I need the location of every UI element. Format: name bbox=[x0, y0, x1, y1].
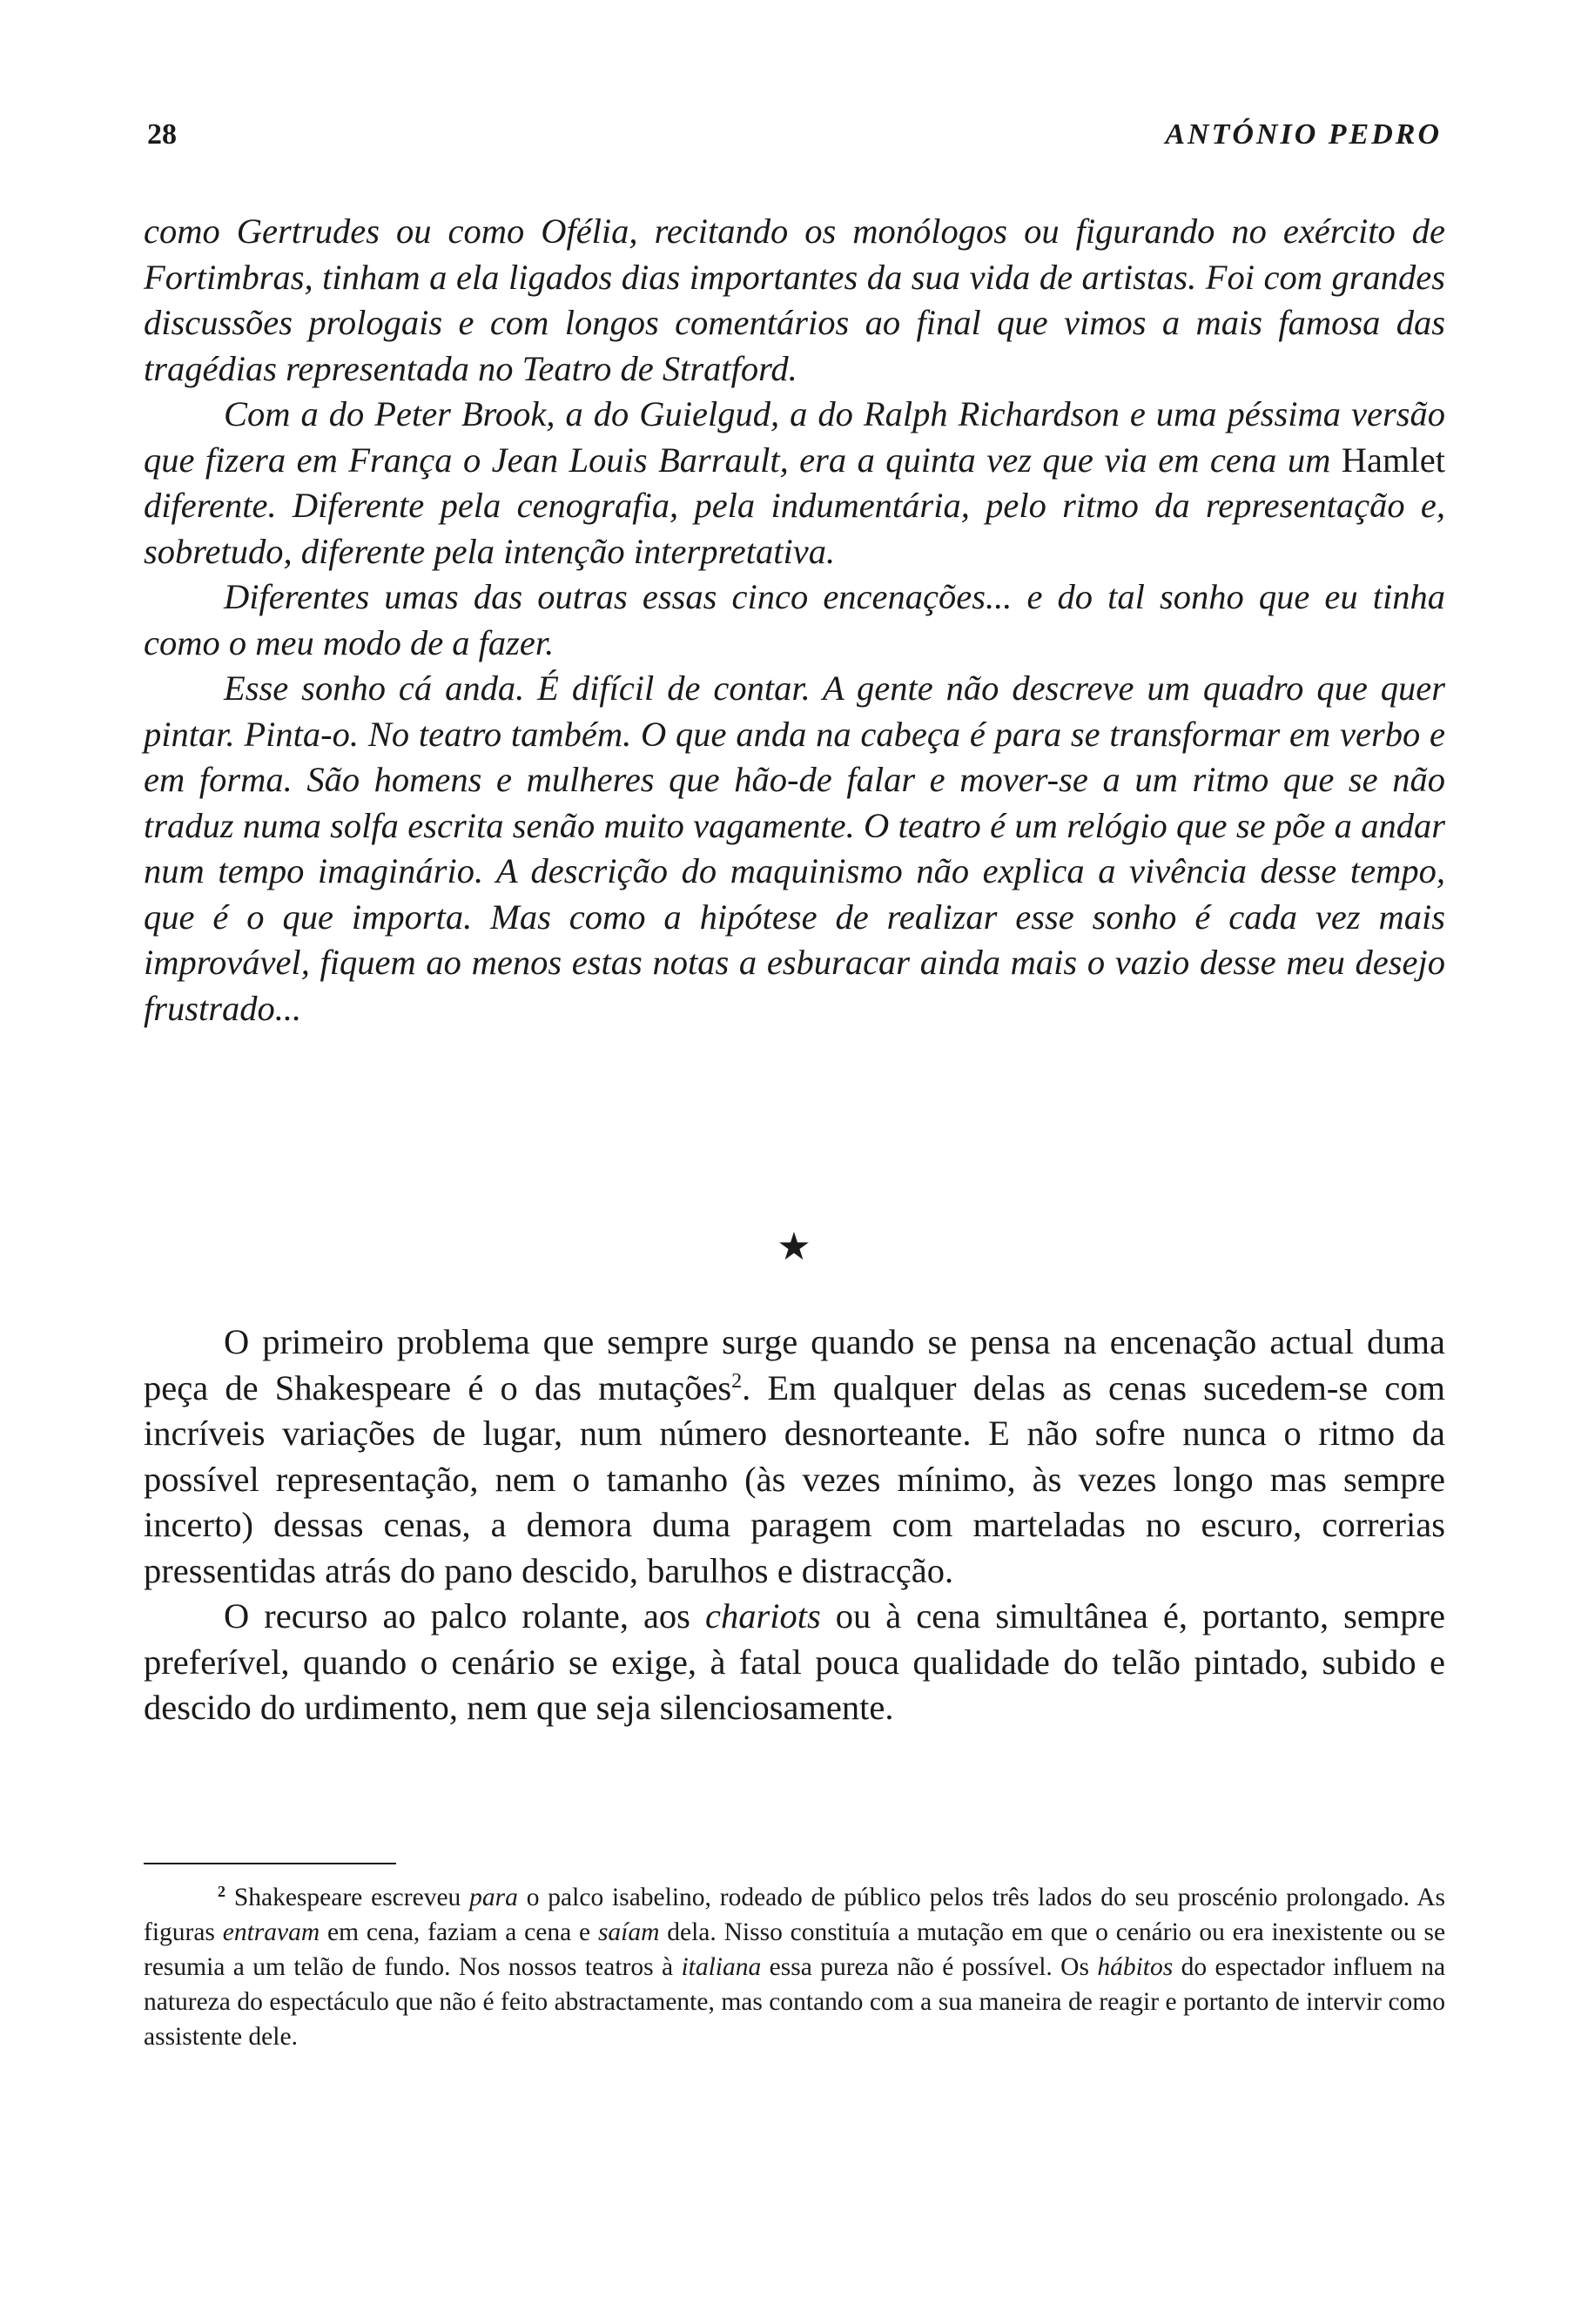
text-run: o palco isabelino, rodeado de público pelos três lados do seu proscénio prolongado. As figuras bbox=[144, 1884, 1446, 1946]
emphasis: chariots bbox=[704, 1596, 821, 1636]
footnote bbox=[144, 1880, 1445, 2054]
play-title-hamlet: Hamlet bbox=[1341, 440, 1446, 480]
paragraph: Diferentes umas das outras essas cinco encenações... e do tal sonho que eu tinha como o meu modo de a fazer. bbox=[144, 577, 1445, 662]
running-title: ANTÓNIO PEDRO bbox=[1165, 118, 1442, 151]
paragraph: como Gertrudes ou como Ofélia, recitando os monólogos ou figurando no exército de Fortimbras, tinham a ela ligados dias importantes da sua vida de artistas. Foi com grandes discussões prologais e com longos comentários ao final que vimos a mais famosa das tragédias representada no Teatro de Stratford. bbox=[144, 212, 1445, 388]
text-run: essa pureza não é possível. Os bbox=[769, 1953, 1089, 1981]
italic-quotation-section bbox=[144, 209, 1445, 1031]
footnote-divider bbox=[144, 1863, 396, 1864]
footnote-marker: 2 bbox=[218, 1883, 225, 1900]
emphasis: para bbox=[469, 1884, 518, 1911]
page-number: 28 bbox=[147, 118, 177, 151]
running-header bbox=[147, 118, 1442, 151]
text-run: em cena, faziam a cena e bbox=[327, 1918, 591, 1946]
text-run: . Em qualquer delas as cenas sucedem-se com incríveis variações de lugar, num número desnorteante. E não sofre nunca o ritmo da possível representação, nem o tamanho (às vezes mínimo, às vezes longo mas sempre incerto) dessas cenas, a demora duma paragem com marteladas no escuro, correrias pressentidas atrás do pano descido, barulhos e distracção. bbox=[144, 1367, 1445, 1590]
emphasis: italiana bbox=[681, 1953, 762, 1981]
text-run: O primeiro problema que sempre surge quando se pensa na encenação actual duma peça de Shakespeare é o das mutações bbox=[144, 1322, 1445, 1407]
text-run: Com a do Peter Brook, a do Guielgud, a do Ralph Richardson e uma péssima versão que fizera em França o Jean Louis Barrault, era a quinta vez que via em cena um bbox=[144, 394, 1445, 480]
emphasis: saíam bbox=[597, 1918, 660, 1946]
text-run: Shakespeare escreveu bbox=[233, 1884, 461, 1911]
paragraph bbox=[144, 1320, 1445, 1594]
body-text-section bbox=[144, 1320, 1445, 1731]
paragraph: Esse sonho cá anda. É difícil de contar. A gente não descreve um quadro que quer pintar. Pinta-o. No teatro também. O que anda na cabeça é para se transformar em verbo e em forma. São homens e mulheres que hão-de falar e mover-se a um ritmo que se não traduz numa solfa escrita senão muito vagamente. O teatro é um relógio que se põe a andar num tempo imaginário. A descrição do maquinismo não explica a vivência desse tempo, que é o que importa. Mas como a hipótese de realizar esse sonho é cada vez mais improvável, fiquem ao menos estas notas a esburacar ainda mais o vazio desse meu desejo frustrado... bbox=[144, 668, 1445, 1028]
emphasis: hábitos bbox=[1097, 1953, 1174, 1981]
footnote-reference: 2 bbox=[731, 1369, 743, 1393]
star-separator-icon: ★ bbox=[777, 1225, 811, 1269]
text-run: diferente. Diferente pela cenografia, pela indumentária, pelo ritmo da representação e, sobretudo, diferente pela intenção interpretativa. bbox=[144, 486, 1445, 571]
text-run: dela. Nisso constituía a mutação em que o cenário ou era inexistente ou se resumia a um telão de fundo. Nos nossos teatros à bbox=[144, 1918, 1446, 1981]
footnote-text bbox=[144, 1880, 1445, 2054]
emphasis: entravam bbox=[222, 1918, 320, 1946]
paragraph bbox=[144, 392, 1445, 574]
text-run: do espectador influem na natureza do espectáculo que não é feito abstractamente, mas contando com a sua maneira de reagir e portanto de intervir como assistente dele. bbox=[144, 1953, 1446, 2051]
text-run: O recurso ao palco rolante, aos bbox=[224, 1596, 690, 1636]
text-run: ou à cena simultânea é, portanto, sempre preferível, quando o cenário se exige, à fatal pouca qualidade do telão pintado, subido e descido do urdimento, nem que seja silenciosamente. bbox=[144, 1596, 1446, 1727]
paragraph bbox=[144, 1594, 1445, 1731]
